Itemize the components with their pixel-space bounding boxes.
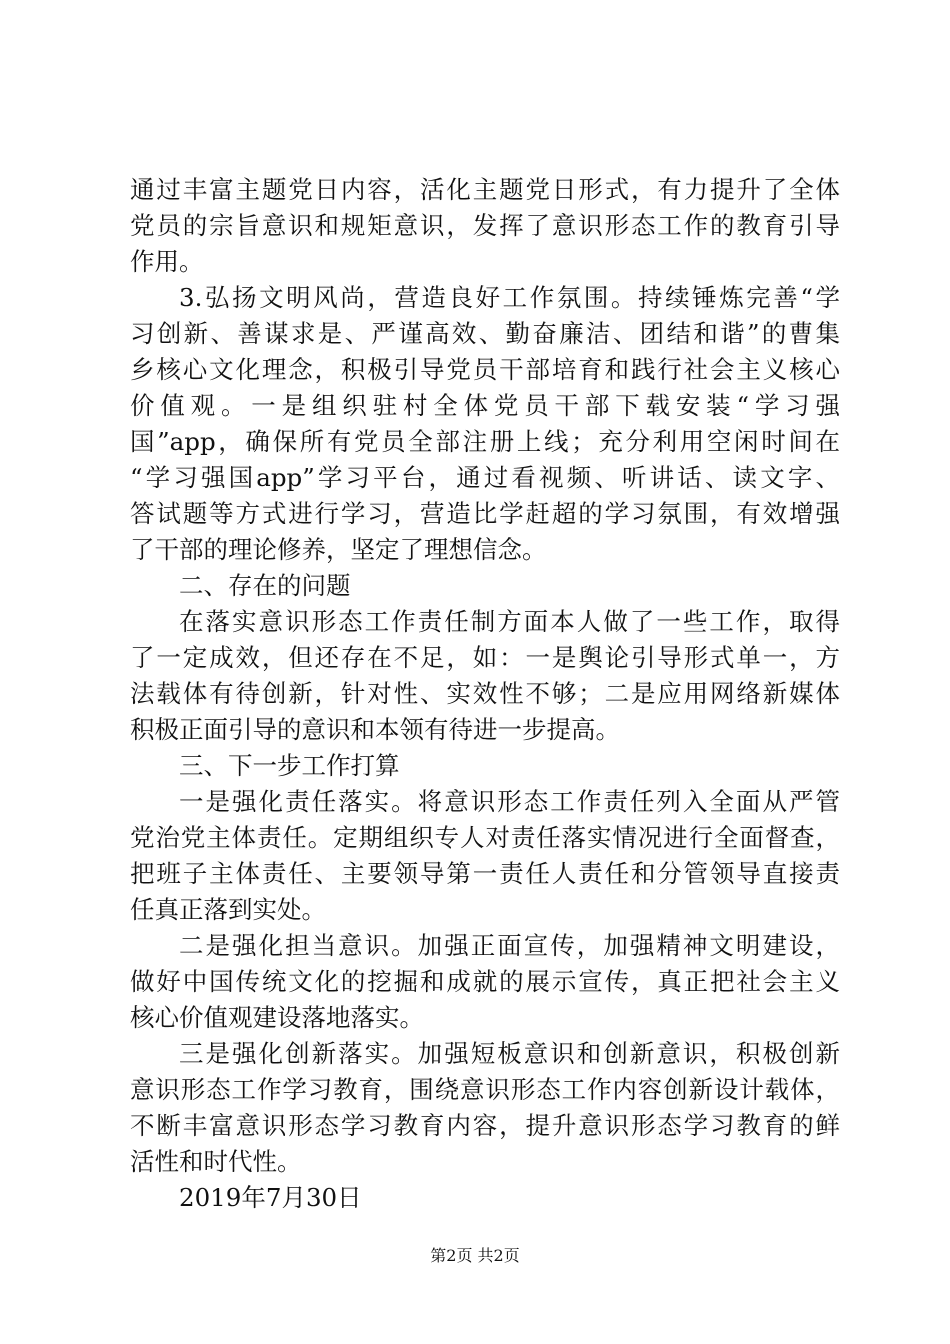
document-date: 2019年7月30日 [179, 1183, 362, 1212]
section-heading: 三、下一步工作打算 [179, 751, 400, 780]
text-line: 把班子主体责任、主要领导第一责任人责任和分管领导直接责 [130, 859, 840, 888]
text-line: 任真正落到实处。 [130, 895, 326, 924]
text-line: 活性和时代性。 [130, 1147, 302, 1176]
text-line: 3.弘扬文明风尚，营造良好工作氛围。持续锤炼完善“学 [179, 283, 840, 312]
section-heading: 二、存在的问题 [179, 571, 351, 600]
text-line: 了一定成效，但还存在不足，如：一是舆论引导形式单一，方 [130, 643, 840, 672]
document-body [130, 172, 840, 1216]
text-line: 不断丰富意识形态学习教育内容，提升意识形态学习教育的鲜 [130, 1111, 840, 1140]
text-line: 作用。 [130, 247, 204, 276]
text-line: 了干部的理论修养，坚定了理想信念。 [130, 535, 547, 564]
text-line: “学习强国app”学习平台，通过看视频、听讲话、读文字、 [130, 463, 840, 492]
text-line: 国”app，确保所有党员全部注册上线；充分利用空闲时间在 [130, 427, 840, 456]
text-line: 法载体有待创新，针对性、实效性不够；二是应用网络新媒体 [130, 679, 840, 708]
text-line: 做好中国传统文化的挖掘和成就的展示宣传，真正把社会主义 [130, 967, 840, 996]
text-line: 党员的宗旨意识和规矩意识，发挥了意识形态工作的教育引导 [130, 211, 840, 240]
text-line: 答试题等方式进行学习，营造比学赶超的学习氛围，有效增强 [130, 499, 840, 528]
text-line: 意识形态工作学习教育，围绕意识形态工作内容创新设计载体， [130, 1075, 840, 1104]
text-line: 价值观。一是组织驻村全体党员干部下载安装“学习强 [130, 391, 840, 420]
text-line: 党治党主体责任。定期组织专人对责任落实情况进行全面督查， [130, 823, 840, 852]
text-line: 习创新、善谋求是、严谨高效、勤奋廉洁、团结和谐”的曹集 [130, 319, 840, 348]
text-line: 一是强化责任落实。将意识形态工作责任列入全面从严管 [179, 787, 840, 816]
text-line: 乡核心文化理念，积极引导党员干部培育和践行社会主义核心 [130, 355, 840, 384]
text-line: 二是强化担当意识。加强正面宣传，加强精神文明建设， [179, 931, 840, 960]
text-line: 积极正面引导的意识和本领有待进一步提高。 [130, 715, 620, 744]
text-line: 三是强化创新落实。加强短板意识和创新意识，积极创新 [179, 1039, 840, 1068]
text-line: 通过丰富主题党日内容，活化主题党日形式，有力提升了全体 [130, 175, 840, 204]
text-line: 在落实意识形态工作责任制方面本人做了一些工作，取得 [179, 607, 840, 636]
page-number-footer: 第2页 共2页 [430, 1246, 520, 1265]
text-line: 核心价值观建设落地落实。 [130, 1003, 424, 1032]
